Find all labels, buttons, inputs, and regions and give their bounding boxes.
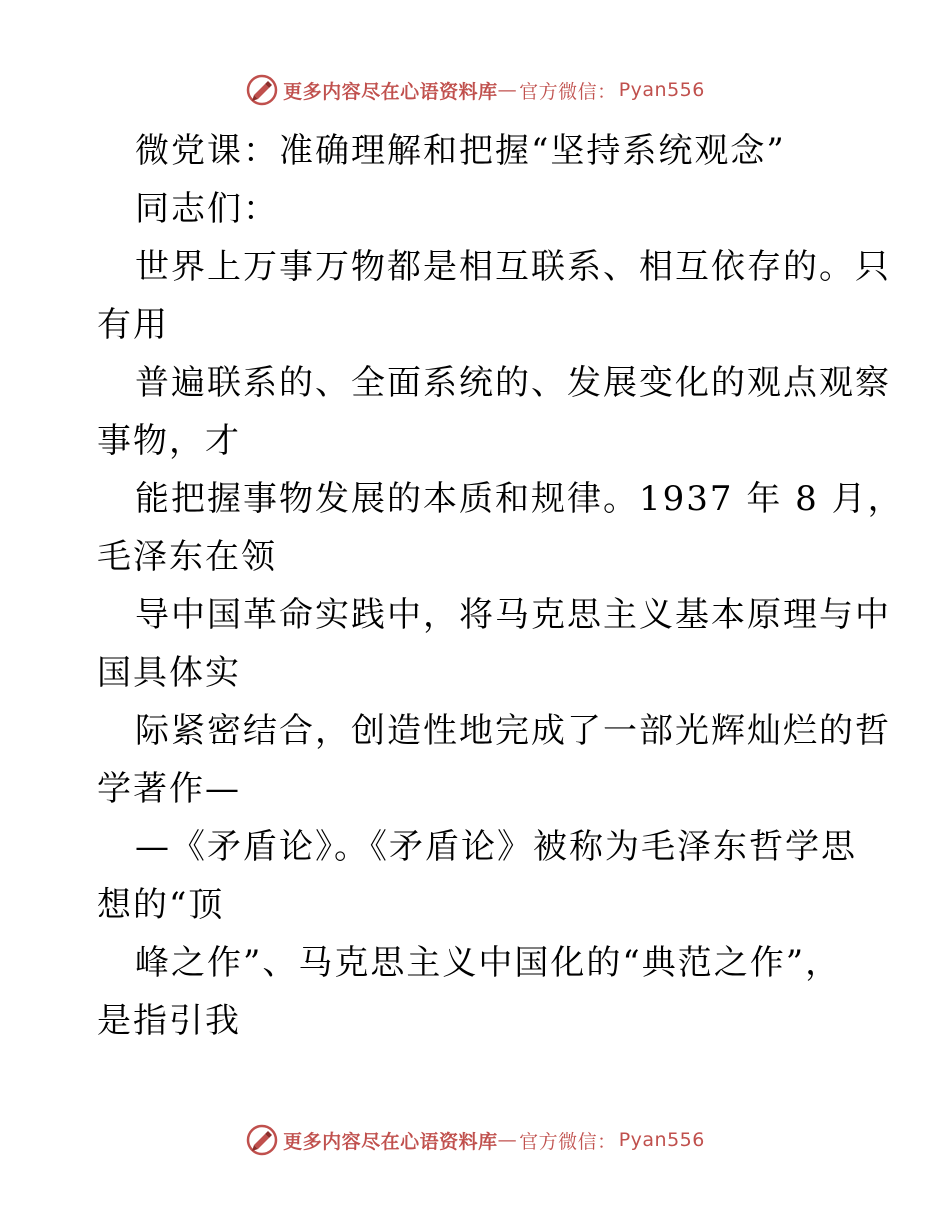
footer-banner [0, 1120, 950, 1160]
document-title: 微党课：准确理解和把握“坚持系统观念” [135, 131, 786, 171]
banner-dash: — [497, 1129, 518, 1151]
text-line: 际紧密结合，创造性地完成了一部光辉灿烂的哲 [135, 711, 891, 751]
banner-wechat-id: Pyan556 [618, 1129, 705, 1151]
banner-brand-text: 更多内容尽在心语资料库 [283, 1130, 498, 1153]
banner-dash: — [497, 79, 518, 101]
text-line: 毛泽东在领 [97, 537, 277, 577]
text-line: 峰之作”、马克思主义中国化的“典范之作”， [135, 943, 842, 983]
text-line: 普遍联系的、全面系统的、发展变化的观点观察 [135, 363, 891, 403]
text-line: 学著作— [97, 769, 241, 809]
book-pen-logo-icon [245, 73, 279, 107]
book-pen-logo-icon [245, 1123, 279, 1157]
text-line: —《矛盾论》。《矛盾论》被称为毛泽东哲学思 [135, 827, 857, 867]
banner-wechat-id: Pyan556 [618, 79, 705, 101]
text-line: 世界上万事万物都是相互联系、相互依存的。只 [135, 247, 891, 287]
banner-wechat-label: 官方微信： [519, 1130, 617, 1153]
text-line: 国具体实 [97, 653, 241, 693]
banner-brand-text: 更多内容尽在心语资料库 [283, 80, 498, 103]
text-line: 想的“顶 [97, 885, 225, 925]
text-line: 导中国革命实践中，将马克思主义基本原理与中 [135, 595, 891, 635]
banner-wechat-label: 官方微信： [519, 80, 617, 103]
text-line: 同志们： [135, 189, 279, 229]
document-body [97, 122, 904, 1050]
header-banner [0, 70, 950, 110]
text-line: 事物，才 [97, 421, 241, 461]
text-line: 是指引我 [97, 1001, 241, 1041]
text-line: 有用 [97, 305, 169, 345]
text-line: 能把握事物发展的本质和规律。1937 年 8 月， [135, 479, 904, 519]
